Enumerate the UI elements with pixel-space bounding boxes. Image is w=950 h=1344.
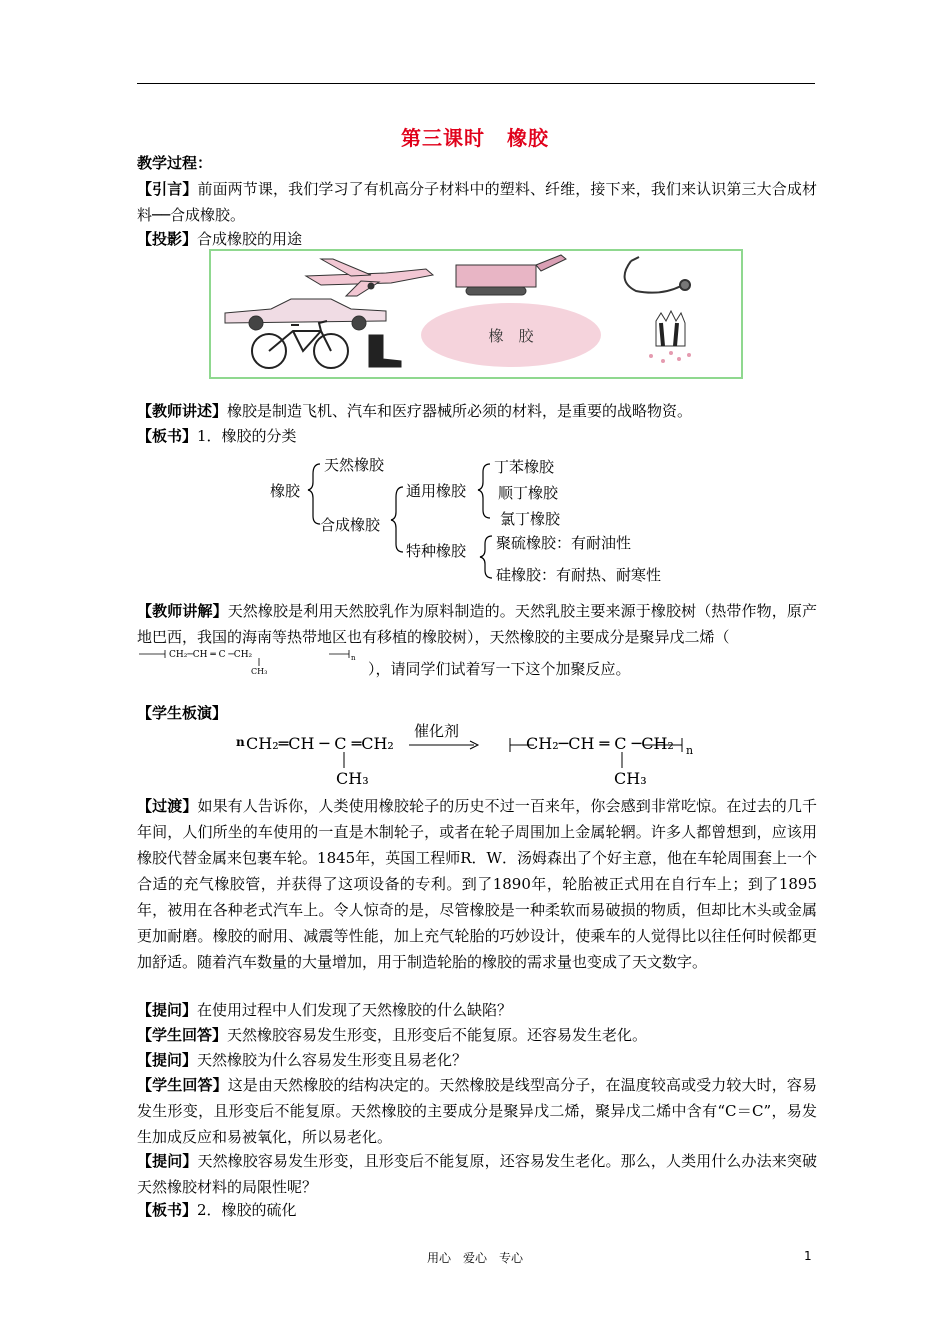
bicycle-icon (252, 321, 348, 368)
tree-general-item: 丁苯橡胶 (494, 458, 555, 476)
product-branch: CH₃ (614, 769, 647, 788)
question-3: 【提问】天然橡胶容易发生形变，且形变后不能复原，还容易发生老化。那么，人类用什么办法来突破天然橡胶材料的局限性呢？ (137, 1152, 817, 1196)
rubber-label: 橡 胶 (488, 327, 534, 345)
projection-line: 【投影】合成橡胶的用途 (137, 230, 303, 248)
answer-2: 【学生回答】这是由天然橡胶的结构决定的。天然橡胶是线型高分子，在温度较高或受力较大时，容易发生形变，且形变后不能复原。天然橡胶的主要成分是聚异戊二烯，聚异戊二烯中含有“C＝C”，易发生加成反应和易被氧化，所以易老化。 (137, 1076, 817, 1146)
tree-special-item: 硅橡胶：有耐热、耐寒性 (496, 566, 662, 584)
inline-formula-branch: CH₃ (251, 667, 268, 676)
tree-natural: 天然橡胶 (324, 456, 385, 474)
question-1: 【提问】在使用过程中人们发现了天然橡胶的什么缺陷？ (137, 1001, 513, 1019)
tree-general-item: 顺丁橡胶 (498, 484, 559, 502)
glove-icon (649, 311, 691, 363)
rubber-boot-icon (369, 335, 401, 367)
tracked-vehicle-icon (456, 255, 566, 295)
airplane-icon (306, 259, 433, 296)
inline-formula-chain: CH₂─CH ═ C ─CH₂ (169, 650, 253, 660)
intro-paragraph: 【引言】前面两节课，我们学习了有机高分子材料中的塑料、纤维，接下来，我们来认识第三大合成材料──合成橡胶。 (137, 180, 817, 224)
product-formula: CH₂─CH ═ C ─CH₂ (526, 734, 674, 753)
board-classification-title: 【板书】1．橡胶的分类 (137, 427, 297, 445)
tree-root: 橡胶 (270, 482, 301, 500)
reactant-formula: CH₂═CH ─ C ═CH₂ (246, 734, 394, 753)
tree-synthetic: 合成橡胶 (320, 516, 381, 534)
tree-special-item: 聚硫橡胶：有耐油性 (496, 534, 632, 552)
reactant-coefficient: n (236, 735, 245, 749)
rubber-uses-figure (209, 249, 743, 379)
catalyst-label: 催化剂 (414, 722, 460, 740)
student-board-label: 【学生板演】 (137, 704, 228, 722)
page-footer: 用心 爱心 专心 (426, 1251, 524, 1265)
polymerization-equation (234, 718, 714, 790)
teacher-explanation-tail: ），请同学们试着写一下这个加聚反应。 (368, 660, 631, 678)
inline-formula-svg (137, 648, 367, 678)
tree-special: 特种橡胶 (406, 542, 467, 560)
inline-formula-n: n (351, 654, 356, 662)
tree-general: 通用橡胶 (406, 482, 467, 500)
rubber-classification-tree (268, 452, 708, 590)
question-2: 【提问】天然橡胶为什么容易发生形变且易老化？ (137, 1051, 468, 1069)
polyisoprene-inline-formula (137, 648, 367, 678)
header-rule (137, 83, 815, 84)
board-vulcanization-title: 【板书】2．橡胶的硫化 (137, 1201, 297, 1219)
teacher-explanation: 【教师讲解】天然橡胶是利用天然胶乳作为原料制造的。天然乳胶主要来源于橡胶树（热带作物，原产地巴西，我国的海南等热带地区也有移植的橡胶树），天然橡胶的主要成分是聚异戊二烯（ (137, 602, 817, 646)
car-icon (225, 299, 386, 330)
answer-1: 【学生回答】天然橡胶容易发生形变，且形变后不能复原。还容易发生老化。 (137, 1026, 648, 1044)
page-title: 第三课时 橡胶 (401, 126, 549, 150)
reactant-branch: CH₃ (336, 769, 369, 788)
tree-general-item: 氯丁橡胶 (500, 510, 561, 528)
page-number: 1 (804, 1249, 812, 1263)
product-subscript-n: n (686, 744, 694, 757)
equation-svg (234, 718, 714, 790)
teacher-statement: 【教师讲述】橡胶是制造飞机、汽车和医疗器械所必须的材料，是重要的战略物资。 (137, 402, 693, 420)
transition-paragraph: 【过渡】如果有人告诉你，人类使用橡胶轮子的历史不过一百来年，你会感到非常吃惊。在过去的几千年间，人们所坐的车使用的一直是木制轮子，或者在轮子周围加上金属轮辋。许多人都曾想到，应该用橡胶代替金属来包裹车轮。1845年，英国工程师R．W．汤姆森出了个好主意，他在车轮周围套上一个合适的充气橡胶管，并获得了这项设备的专利。到了1890年，轮胎被正式用在自行车上；到了1895年，被用在各种老式汽车上。令人惊奇的是，尽管橡胶是一种柔软而易破损的物质，但却比木头或金属更加耐磨。橡胶的耐用、减震等性能，加上充气轮胎的巧妙设计，使乘车的人觉得比以往任何时候都更加舒适。随着汽车数量的大量增加，用于制造轮胎的橡胶的需求量也变成了天文数字。 (137, 797, 817, 971)
process-label: 教学过程： (137, 154, 213, 172)
stethoscope-icon (625, 257, 690, 293)
